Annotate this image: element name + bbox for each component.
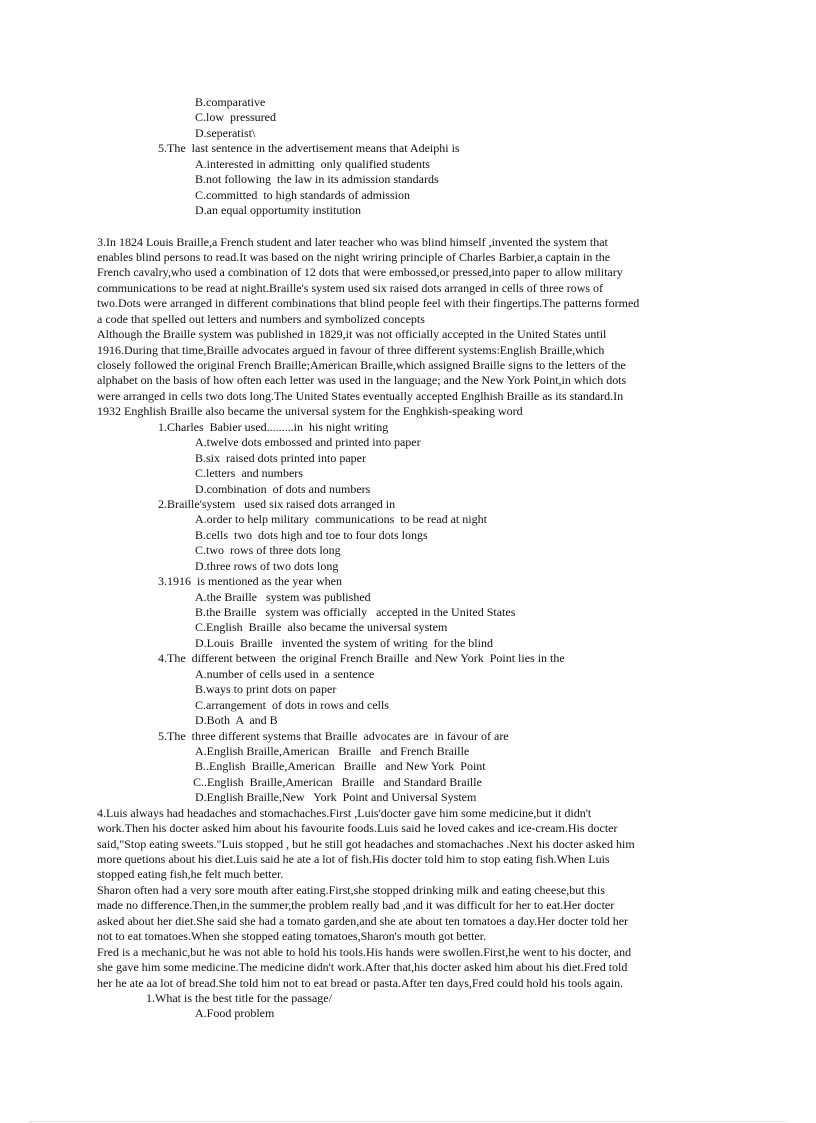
- passage-line: French cavalry,who used a combination of 12 dots that were embossed,or pressed,into paper to allow military: [97, 265, 623, 280]
- passage-line: not to eat tomatoes.When she stopped eating tomatoes,Sharon's mouth got better.: [97, 929, 487, 944]
- passage-line: work.Then his docter asked him about his favourite foods.Luis said he loved cakes and ice-cream.His docter: [97, 821, 618, 836]
- option-text: B.not following the law in its admission standards: [195, 172, 439, 187]
- option-text: C.letters and numbers: [195, 466, 303, 481]
- passage-line: made no difference.Then,in the summer,the problem really bad ,and it was difficult for her to eat.Her docter: [97, 898, 615, 913]
- option-text: D.three rows of two dots long: [195, 558, 339, 573]
- option-text: B.ways to print dots on paper: [195, 682, 337, 697]
- option-text: B.six raised dots printed into paper: [195, 450, 366, 465]
- passage-line: asked about her diet.She said she had a tomato garden,and she ate about ten tomatoes a day.Her docter told her: [97, 913, 629, 928]
- option-text: B.the Braille system was officially accepted in the United States: [195, 605, 516, 619]
- option-text: C.committed to high standards of admission: [195, 187, 410, 202]
- passage-line: she gave him some medicine.The medicine didn't work.After that,his docter asked him about his diet.Fred told: [97, 960, 628, 975]
- option-text: D.English Braille,New York Point and Universal System: [195, 790, 477, 805]
- option-text: B.comparative: [195, 95, 266, 109]
- option-text: B.cells two dots high and toe to four dots longs: [195, 527, 428, 542]
- passage-line: more quetions about his diet.Luis said he ate a lot of fish.His docter told him to stop eating fish.When Luis: [97, 852, 610, 866]
- passage-line: a code that spelled out letters and numbers and symbolized concepts: [97, 311, 425, 326]
- passage-line: two.Dots were arranged in different combinations that blind people feel with their fingertips.The patterns formed: [97, 296, 640, 311]
- passage-line: her he ate aa lot of bread.She told him not to eat bread or pasta.After ten days,Fred could hold his tools again.: [97, 975, 624, 990]
- passage-line: 3.In 1824 Louis Braille,a French student and later teacher who was blind himself ,invented the system that: [97, 234, 608, 249]
- passage-line: communications to be read at night.Braille's system used six raised dots arranged in cells of three rows of: [97, 280, 604, 295]
- option-text: A.twelve dots embossed and printed into paper: [195, 435, 421, 450]
- passage-line: Sharon often had a very sore mouth after eating.First,she stopped drinking milk and eating cheese,but this: [97, 882, 605, 897]
- question-stem: 5.The three different systems that Braille advocates are in favour of are: [158, 728, 509, 743]
- option-text: D.seperatist\: [195, 125, 256, 140]
- passage-4: [0, 806, 816, 1022]
- question-stem: 3.1916 is mentioned as the year when: [158, 574, 342, 589]
- option-text: C.English Braille also became the universal system: [195, 620, 448, 635]
- option-text: A.Food problem: [195, 1006, 275, 1021]
- passage-3: [0, 235, 816, 806]
- option-text: A.number of cells used in a sentence: [195, 666, 375, 681]
- option-text: D.Louis Braille invented the system of writing for the blind: [195, 635, 493, 650]
- passage-line: stopped eating fish,he felt much better.: [97, 867, 284, 882]
- passage-line: Fred is a mechanic,but he was not able to hold his tools.His hands were swollen.First,he went to his docter, and: [97, 944, 632, 959]
- passage-line: were arranged in cells two dots long.The United States eventually accepted Englhish Braille as its standard.In: [97, 388, 624, 403]
- passage-line: 1932 Enghlish Braille also became the universal system for the Enghkish-speaking word: [97, 404, 523, 419]
- question-stem: 1.Charles Babier used.........in his night writing: [158, 419, 389, 434]
- passage-line: 1916.During that time,Braille advocates argued in favour of three different systems:English Braille,which: [97, 342, 605, 357]
- option-text: C..English Braille,American Braille and Standard Braille: [193, 774, 482, 789]
- option-text: A.interested in admitting only qualified students: [195, 156, 430, 171]
- passage-line: 4.Luis always had headaches and stomachaches.First ,Luis'docter gave him some medicine,but it didn't: [97, 805, 592, 820]
- page-bottom-rule: [30, 1121, 786, 1122]
- passage-line: enables blind persons to read.It was based on the night wriring principle of Charles Barbier,a captain in the: [97, 249, 611, 264]
- document-page: [0, 95, 816, 1022]
- option-text: C.low pressured: [195, 110, 276, 125]
- passage-line: closely followed the original French Braille;American Braille,which assigned Braille signs to the letters of the: [97, 358, 626, 372]
- option-text: D.Both A and B: [195, 713, 278, 728]
- question-stem: 5.The last sentence in the advertisement means that Adeiphi is: [158, 141, 460, 156]
- option-text: B..English Braille,American Braille and New York Point: [195, 759, 486, 774]
- option-text: D.an equal opportumity institution: [195, 203, 361, 218]
- question-stem: 1.What is the best title for the passage/: [146, 990, 332, 1005]
- option-text: A.order to help military communications to be read at night: [195, 512, 487, 527]
- option-text: C.two rows of three dots long: [195, 543, 341, 558]
- option-text: C.arrangement of dots in rows and cells: [195, 697, 389, 712]
- passage-line: alphabet on the basis of how often each letter was used in the language; and the New York Point,in which dots: [97, 373, 627, 388]
- option-text: A.the Braille system was published: [195, 589, 371, 604]
- question-stem: 2.Braille'system used six raised dots arranged in: [158, 496, 396, 511]
- q2-options-tail: [0, 95, 816, 219]
- option-text: A.English Braille,American Braille and French Braille: [195, 743, 470, 758]
- option-text: D.combination of dots and numbers: [195, 481, 371, 496]
- question-stem: 4.The different between the original French Braille and New York Point lies in the: [158, 651, 565, 666]
- passage-line: said,"Stop eating sweets."Luis stopped , but he still got headaches and stomachaches .Next his docter asked him: [97, 836, 635, 851]
- passage-line: Although the Braille system was published in 1829,it was not officially accepted in the United States until: [97, 327, 607, 342]
